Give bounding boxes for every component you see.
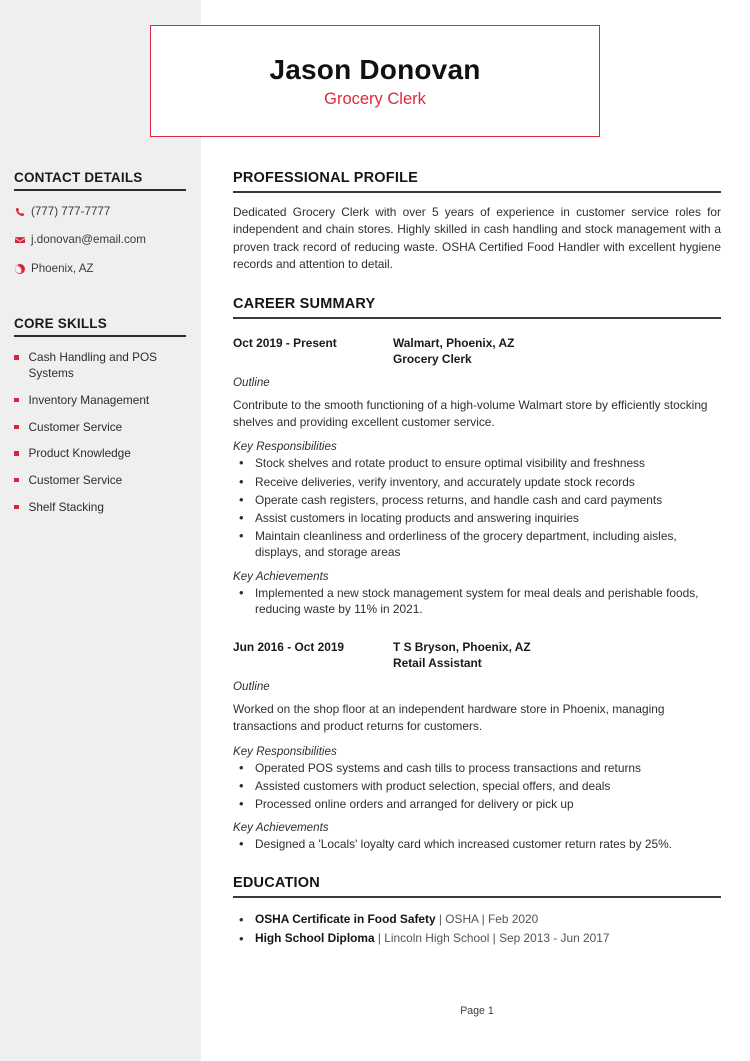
achievements-list [233,585,721,617]
responsibility-text: Assisted customers with product selection, special offers, and deals [255,778,611,793]
bullet-icon: • [239,777,244,793]
list-item [233,528,721,560]
bullet-icon [14,451,19,456]
job-header-row [233,639,721,671]
bullet-icon: • [239,528,244,544]
list-item [233,836,721,852]
education-degree: OSHA Certificate in Food Safety [255,911,436,926]
bullet-icon: • [239,931,244,947]
professional-profile-text: Dedicated Grocery Clerk with over 5 years of experience in customer service roles for independent and chain stores. Highly skilled in cash handling and stock management with a proven track record of reducing waste. OSHA Certified Food Handler with excellent hygiene records and attention to detail. [233,205,721,272]
bullet-icon [14,505,19,510]
main-content [233,170,721,950]
skill-label: Product Knowledge [28,446,131,461]
job-header-row [233,335,721,367]
career-summary-heading: CAREER SUMMARY [233,296,721,319]
responsibility-text: Processed online orders and arranged for delivery or pick up [255,797,574,811]
bullet-icon [14,355,19,360]
achievement-text: Implemented a new stock management system for meal deals and perishable foods, reducing waste by 11% in 2021. [255,585,699,616]
achievement-text: Designed a 'Locals' loyalty card which increased customer return rates by 25%. [255,837,672,852]
header-job-title: Grocery Clerk [324,89,426,108]
bullet-icon: • [239,455,244,471]
job-role: Retail Assistant [393,655,482,670]
sidebar [0,0,201,1061]
achievements-label: Key Achievements [233,569,329,583]
list-item [233,796,721,812]
outline-label: Outline [233,679,270,693]
achievements-list [233,836,721,852]
location-value: Phoenix, AZ [31,261,94,275]
responsibility-text: Operated POS systems and cash tills to process transactions and returns [255,760,641,775]
job-employer-block [393,639,721,671]
bullet-icon [14,425,19,430]
skill-label: Customer Service [28,472,123,487]
list-item [233,760,721,776]
responsibilities-list [233,455,721,560]
list-item [233,474,721,490]
education-degree: High School Diploma [255,931,375,946]
skill-label: Customer Service [28,419,123,434]
contact-item-location[interactable] [14,262,187,276]
skills-list [14,350,187,515]
job-dates: Jun 2016 - Oct 2019 [233,639,345,654]
job-company: Walmart, Phoenix, AZ [393,335,515,350]
bullet-icon: • [239,473,244,489]
education-detail: | OSHA | Feb 2020 [435,911,539,926]
name-header-box [150,25,600,137]
responsibilities-label: Key Responsibilities [233,440,337,454]
core-skills-section [14,316,186,337]
education-list [233,911,721,950]
list-item [233,510,721,526]
list-item [14,500,187,516]
professional-profile-heading: PROFESSIONAL PROFILE [233,170,721,193]
list-item [233,778,721,794]
professional-profile-section [233,170,721,274]
list-item [233,492,721,508]
bullet-icon: • [239,796,244,811]
job-dates: Oct 2019 - Present [233,335,337,350]
bullet-icon [14,478,19,483]
bullet-icon: • [239,759,244,775]
bullet-icon: • [239,911,244,927]
responsibilities-list [233,760,721,813]
outline-text: Contribute to the smooth functioning of a high-volume Walmart store by efficiently stocking shelves and providing excellent customer service. [233,397,708,429]
list-item [14,446,187,462]
bullet-icon: • [239,584,244,600]
bullet-icon: • [239,491,244,507]
education-entry [255,930,609,947]
job-employer-block [393,335,721,367]
bullet-icon: • [239,836,244,852]
list-item [14,350,187,381]
list-item [14,420,187,436]
list-item [233,455,721,471]
contact-item-email[interactable] [14,233,187,247]
skill-label: Inventory Management [28,392,150,407]
career-summary-section [233,296,721,853]
education-entry [255,911,538,928]
core-skills-heading: CORE SKILLS [14,316,186,337]
job-entry [233,639,721,853]
education-section [233,875,721,950]
responsibility-text: Operate cash registers, process returns, and handle cash and card payments [255,492,663,507]
contact-list [14,205,187,276]
skill-label: Cash Handling and POS Systems [28,350,158,381]
outline-text: Worked on the shop floor at an independent hardware store in Phoenix, managing transactions and product returns for customers. [233,701,665,734]
list-item [233,585,721,617]
bullet-icon [14,398,19,403]
education-detail: | Lincoln High School | Sep 2013 - Jun 2017 [374,931,610,946]
responsibility-text: Receive deliveries, verify inventory, and accurately update stock records [255,474,635,489]
responsibility-text: Assist customers in locating products and answering inquiries [255,511,579,526]
job-role: Grocery Clerk [393,351,472,366]
list-item [233,911,721,930]
envelope-icon [14,234,31,246]
page-footer: Page 1 [460,1005,494,1017]
list-item [233,930,721,949]
page-title: Jason Donovan [269,53,481,85]
responsibility-text: Maintain cleanliness and orderliness of the grocery department, including aisles, displays, and storage areas [255,529,677,560]
contact-item-phone[interactable] [14,205,187,219]
skill-label: Shelf Stacking [28,499,104,514]
globe-icon [14,263,31,275]
education-heading: EDUCATION [233,875,721,898]
outline-label: Outline [233,375,270,389]
list-item [14,393,187,409]
contact-details-heading: CONTACT DETAILS [14,170,186,191]
bullet-icon: • [239,510,244,526]
job-entry [233,335,721,617]
phone-icon [14,206,31,218]
contact-details-section [14,170,186,191]
job-company: T S Bryson, Phoenix, AZ [393,639,531,654]
list-item [14,473,187,489]
email-value: j.donovan@email.com [31,233,146,247]
responsibility-text: Stock shelves and rotate product to ensure optimal visibility and freshness [255,456,645,471]
achievements-label: Key Achievements [233,821,329,835]
phone-value: (777) 777-7777 [31,205,111,218]
responsibilities-label: Key Responsibilities [233,744,337,758]
